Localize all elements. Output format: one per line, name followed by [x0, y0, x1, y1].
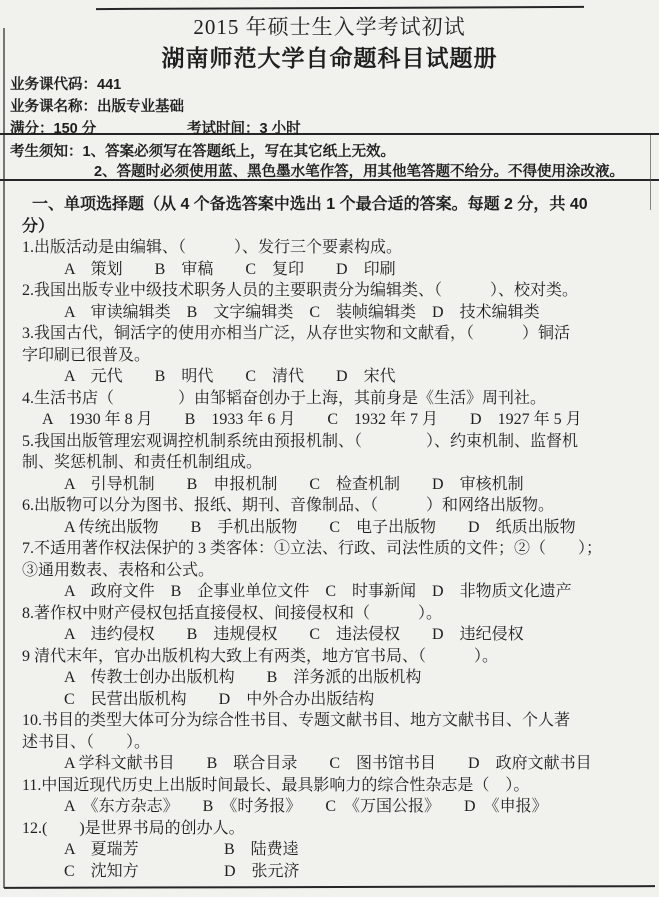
option-row: A 违约侵权 B 违规侵权 C 违法侵权 D 违纪侵权	[64, 626, 524, 643]
question-text: 2.我国出版专业中级技术职务人员的主要职责分为编辑类、（ ）、校对类。	[22, 282, 579, 299]
option-row	[22, 861, 651, 883]
option-row: A 传教士创办出版机构 B 洋务派的出版机构	[64, 669, 422, 686]
full-score-value: 150 分	[53, 121, 97, 137]
question-11	[22, 775, 651, 818]
full-score-row	[10, 117, 96, 138]
option-b: B 陆费逵	[224, 841, 299, 858]
exam-session-title: 2015 年硕士生入学考试初试	[193, 15, 466, 39]
question-5	[22, 431, 651, 496]
booklet-title: 湖南师范大学自命题科目试题册	[161, 45, 498, 71]
question-text: 10.书目的类型大体可分为综合性书目、专题文献书目、地方文献书目、个人著	[22, 712, 571, 729]
full-score-label: 满分：	[10, 121, 54, 137]
course-name-label: 业务课名称：	[10, 99, 97, 115]
course-name-row	[10, 95, 184, 116]
question-text-continued: ③通用数表、表格和公式。	[22, 561, 215, 579]
question-text: 4.生活书店（ ）由邹韬奋创办于上海，其前身是《生活》周刊社。	[22, 389, 547, 407]
question-text: 3.我国古代，铜活字的使用亦相当广泛，从存世实物和文献看，（ ）铜活	[22, 325, 571, 342]
option-row: A 引导机制 B 申报机制 C 检查机制 D 审核机制	[64, 475, 524, 493]
question-text: 6.出版物可以分为图书、报纸、期刊、音像制品、（ ）和网络出版物。	[22, 497, 555, 514]
question-8	[22, 603, 651, 646]
course-code-value: 441	[97, 77, 122, 93]
question-3	[22, 323, 651, 388]
option-row: A 《东方杂志》 B 《时务报》 C 《万国公报》 D 《申报》	[64, 798, 548, 815]
option-row: A 学科文献书目 B 联合目录 C 图书馆书目 D 政府文献书目	[64, 755, 592, 772]
option-row: A 传统出版物 B 手机出版物 C 电子出版物 D 纸质出版物	[64, 518, 576, 536]
exam-time-label: 考试时间：	[187, 121, 260, 137]
question-text-continued: 字印刷已很普及。	[22, 346, 151, 364]
question-body	[0, 194, 659, 882]
question-9	[22, 646, 651, 711]
option-row: A 审读编辑类 B 文字编辑类 C 装帧编辑类 D 技术编辑类	[64, 303, 540, 321]
question-text-continued: 述书目、（ ）。	[22, 733, 151, 751]
question-1	[22, 237, 651, 280]
option-row: A 元代 B 明代 C 清代 D 宋代	[64, 368, 396, 385]
question-text: 11.中国近现代历史上出版时间最长、最具影响力的综合性杂志是（ ）。	[22, 776, 530, 794]
course-name-value: 出版专业基础	[97, 99, 184, 115]
header-divider-rule	[0, 133, 659, 135]
notice-line-2: 2、答题时必须使用蓝、黑色墨水笔作答，用其他笔答题不给分。不得使用涂改液。	[94, 164, 625, 180]
exam-time-value: 3 小时	[259, 121, 301, 137]
option-row: A 政府文件 B 企事业单位文件 C 时事新闻 D 非物质文化遗产	[64, 583, 572, 600]
section-heading-line-1: 一、单项选择题（从 4 个备选答案中选出 1 个最合适的答案。每题 2 分，共 40	[32, 196, 588, 213]
question-2	[22, 280, 651, 323]
notice-text-1: 1、答案必须写在答题纸上，写在其它纸上无效。	[82, 144, 396, 160]
bottom-border-rule	[4, 885, 655, 889]
question-text: 5.我国出版管理宏观调控机制系统由预报机制、（ ）、约束机制、监督机	[22, 432, 579, 450]
notice-line-1	[10, 140, 395, 161]
option-a: A 夏瑞芳	[64, 841, 139, 858]
question-text: 8.著作权中财产侵权包括直接侵权、间接侵权和（ ）。	[22, 604, 443, 622]
question-6	[22, 495, 651, 538]
question-10	[22, 710, 651, 775]
option-row: A 策划 B 审稿 C 复印 D 印刷	[64, 260, 396, 278]
option-row: A 1930 年 8 月 B 1933 年 6 月 C 1932 年 7 月 D 1927 年 5 月	[42, 411, 582, 428]
question-7	[22, 538, 651, 603]
course-code-label: 业务课代码：	[10, 77, 97, 93]
question-4	[22, 388, 651, 431]
question-text: 12.( )是世界书局的创办人。	[22, 819, 245, 837]
question-text: 9 清代末年，官办出版机构大致上有两类，地方官书局、（ ）。	[22, 647, 499, 665]
option-row: C 民营出版机构 D 中外合办出版结构	[64, 690, 375, 708]
section-heading-line-2: 分）	[22, 217, 55, 235]
exam-time-row	[187, 117, 301, 138]
notice-label: 考生须知：	[10, 144, 83, 160]
question-text: 1.出版活动是由编辑、（ ）、发行三个要素构成。	[22, 239, 403, 256]
option-d: D 张元济	[224, 862, 300, 880]
question-text: 7.不适用著作权法保护的 3 类客体：①立法、行政、司法性质的文件；②（ ）；	[22, 540, 603, 557]
option-row	[22, 839, 651, 861]
question-12	[22, 818, 651, 883]
question-text-continued: 制、奖惩机制、和责任机制组成。	[22, 454, 263, 471]
top-rule	[96, 6, 584, 10]
section-heading	[22, 194, 651, 237]
course-code-row	[10, 73, 121, 94]
option-c: C 沈知方	[64, 862, 139, 880]
